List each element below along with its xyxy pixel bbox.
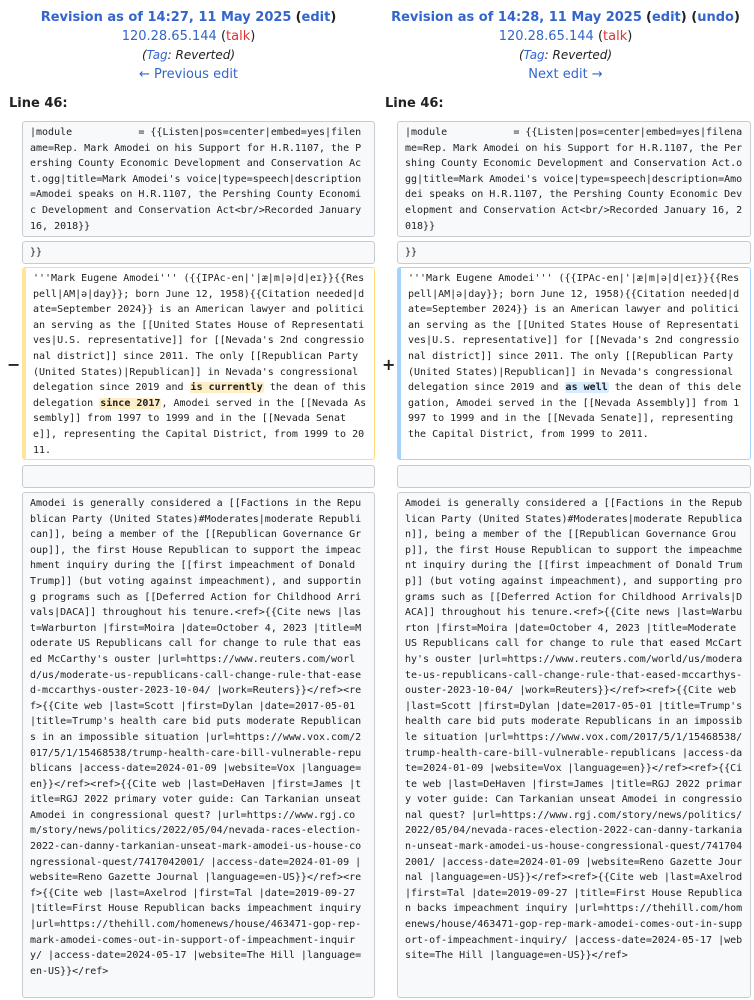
added-text: '''Mark Eugene Amodei''' ({{IPAc-en|'|æ|m|ə|d|eɪ}}{{Respell|AM|ə|day}}; born June 12, 1958){{Citation needed|date=September 2024}} is an American lawyer and politician serving as the [[United States House of Representatives|U.S. representative]] for [[Nevada's 2nd congressional district]] since 2011. The only [[Republican Party (United States)|Republican]] in Nevada's congressional delegation since 2019 and: [408, 273, 740, 394]
new-tag-link[interactable]: Tag: [523, 48, 545, 62]
context-block-old-1: |module = {{Listen|pos=center|embed=yes|filename=Rep. Mark Amodei on his Support for H.R.1107, the Pershing County Economic Development and Conservation Act.ogg|title=Mark Amodei's voice|type=speech|description=Amodei speaks on H.R.1107, the Pershing County Economic Development and Conservation Act<br/>Recorded January 16, 2018}}: [22, 121, 375, 237]
old-user-link[interactable]: 120.28.65.144: [121, 29, 217, 44]
old-talk-link[interactable]: talk: [226, 29, 251, 44]
added-word-highlight: as well: [565, 382, 608, 394]
new-line-number: Line 46:: [385, 96, 444, 111]
deleted-word-highlight: is currently: [190, 382, 263, 394]
deleted-text: , Amodei served in the [[Nevada Assembly]] from 1997 to 1999 and in the [[Nevada Senate]], representing the Capital District, from 1999 to 2011.: [33, 397, 367, 456]
context-block-new-2: }}: [397, 241, 751, 264]
addition-marker: +: [382, 355, 396, 374]
old-edit-link[interactable]: edit: [301, 10, 331, 25]
old-tag-link[interactable]: Tag: [146, 48, 168, 62]
context-block-old-4: Amodei is generally considered a [[Factions in the Republican Party (United States)#Moderates|moderate Republican]], being a member of the [[Republican Governance Group]], the first House Republican to support the impeachment inquiry during the [[first impeachment of Donald Trump]] (but voting against impeachment), and supporting programs such as [[Deferred Action for Childhood Arrivals|DACA]] throughout his tenure.<ref>{{Cite news |last=Warburton |first=Moira |date=October 4, 2023 |title=Moderate US Republicans call for change to rule that eased McCarthy's ouster |url=https://www.reuters.com/world/us/moderate-us-republicans-call-change-rule-that-eased-mccarthys-ouster-2023-10-04/ |work=Reuters}}</ref><ref>{{Cite web |last=Scott |first=Dylan |date=2017-05-01 |title=Trump's health care bid puts moderate Republicans in an impossible situation |url=https://www.vox.com/2017/5/1/15468538/trump-health-care-bill-vulnerable-republicans |access-date=2024-01-09 |website=Vox |language=en}}</ref><ref>{{Cite web |last=DeHaven |first=James |title=RGJ 2022 primary voter guide: Can Tarkanian unseat Amodei in congressional quest? |url=https://www.rgj.com/story/news/politics/2022/05/04/nevada-races-election-2022-can-danny-tarkanian-unseat-mark-amodei-us-house-congressional-quest/7417042001/ |access-date=2024-01-09 |website=Reno Gazette Journal |language=en-US}}</ref><ref>{{Cite web |last=Axelrod |first=Tal |date=2019-09-27 |title=First House Republican backs impeachment inquiry |url=https://thehill.com/homenews/house/463471-gop-rep-mark-amodei-comes-out-in-support-of-impeachment-inquiry/ |access-date=2024-05-17 |website=The Hill |language=en-US}}</ref>: [22, 492, 375, 998]
context-block-new-1: |module = {{Listen|pos=center|embed=yes|filename=Rep. Mark Amodei on his Support for H.R.1107, the Pershing County Economic Development and Conservation Act.ogg|title=Mark Amodei's voice|type=speech|description=Amodei speaks on H.R.1107, the Pershing County Economic Development and Conservation Act<br/>Recorded January 16, 2018}}: [397, 121, 751, 237]
context-block-new-3: [397, 465, 751, 488]
deleted-text: the dean of this delegation: [33, 382, 373, 409]
deleted-word-highlight: since 2017: [100, 397, 161, 409]
previous-edit-link[interactable]: ← Previous edit: [138, 67, 239, 82]
deleted-text: '''Mark Eugene Amodei''' ({{IPAc-en|'|æ|m|ə|d|eɪ}}{{Respell|AM|ə|day}}; born June 12, 1958){{Citation needed|date=September 2024}} is an American lawyer and politician serving as the [[United States House of Representatives|U.S. representative]] for [[Nevada's 2nd congressional district]] since 2011. The only [[Republican Party (United States)|Republican]] in Nevada's congressional delegation since 2019 and: [33, 273, 365, 394]
deletion-marker: −: [7, 355, 21, 374]
new-tag-value: Reverted: [552, 48, 608, 62]
context-block-new-4: Amodei is generally considered a [[Factions in the Republican Party (United States)#Moderates|moderate Republican]], being a member of the [[Republican Governance Group]], the first House Republican to support the impeachment inquiry during the [[first impeachment of Donald Trump]] (but voting against impeachment), and supporting programs such as [[Deferred Action for Childhood Arrivals|DACA]] throughout his tenure.<ref>{{Cite news |last=Warburton |first=Moira |date=October 4, 2023 |title=Moderate US Republicans call for change to rule that eased McCarthy's ouster |url=https://www.reuters.com/world/us/moderate-us-republicans-call-change-rule-that-eased-mccarthys-ouster-2023-10-04/ |work=Reuters}}</ref><ref>{{Cite web |last=Scott |first=Dylan |date=2017-05-01 |title=Trump's health care bid puts moderate Republicans in an impossible situation |url=https://www.vox.com/2017/5/1/15468538/trump-health-care-bill-vulnerable-republicans |access-date=2024-01-09 |website=Vox |language=en}}</ref><ref>{{Cite web |last=DeHaven |first=James |title=RGJ 2022 primary voter guide: Can Tarkanian unseat Amodei in congressional quest? |url=https://www.rgj.com/story/news/politics/2022/05/04/nevada-races-election-2022-can-danny-tarkanian-unseat-mark-amodei-us-house-congressional-quest/7417042001/ |access-date=2024-01-09 |website=Reno Gazette Journal |language=en-US}}</ref><ref>{{Cite web |last=Axelrod |first=Tal |date=2019-09-27 |title=First House Republican backs impeachment inquiry |url=https://thehill.com/homenews/house/463471-gop-rep-mark-amodei-comes-out-in-support-of-impeachment-inquiry/ |access-date=2024-05-17 |website=The Hill |language=en-US}}</ref>: [397, 492, 751, 998]
added-text: the dean of this delegation, Amodei served in the [[Nevada Assembly]] from 1997 to 1999 and in the [[Nevada Senate]], representing the Capital District, from 1999 to 2011.: [408, 382, 742, 440]
context-block-old-3: [22, 465, 375, 488]
old-tag-value: Reverted: [175, 48, 231, 62]
deleted-line: [22, 267, 375, 460]
old-revision-header: Revision as of 14:27, 11 May 2025 (edit) 120.28.65.144 (talk) (Tag: Reverted) ← Previous edit: [40, 10, 337, 82]
added-line: [397, 267, 751, 460]
new-talk-link[interactable]: talk: [603, 29, 628, 44]
undo-link[interactable]: undo: [697, 10, 734, 25]
old-line-number: Line 46:: [9, 96, 68, 111]
old-revision-title-link[interactable]: Revision as of 14:27, 11 May 2025: [40, 10, 292, 25]
new-edit-link[interactable]: edit: [651, 10, 681, 25]
context-block-old-2: }}: [22, 241, 375, 264]
next-edit-link[interactable]: Next edit →: [528, 67, 603, 82]
new-user-link[interactable]: 120.28.65.144: [498, 29, 594, 44]
new-revision-title-link[interactable]: Revision as of 14:28, 11 May 2025: [391, 10, 642, 25]
new-revision-header: Revision as of 14:28, 11 May 2025 (edit) (undo) 120.28.65.144 (talk) (Tag: Reverted) Next edit →: [391, 10, 740, 82]
